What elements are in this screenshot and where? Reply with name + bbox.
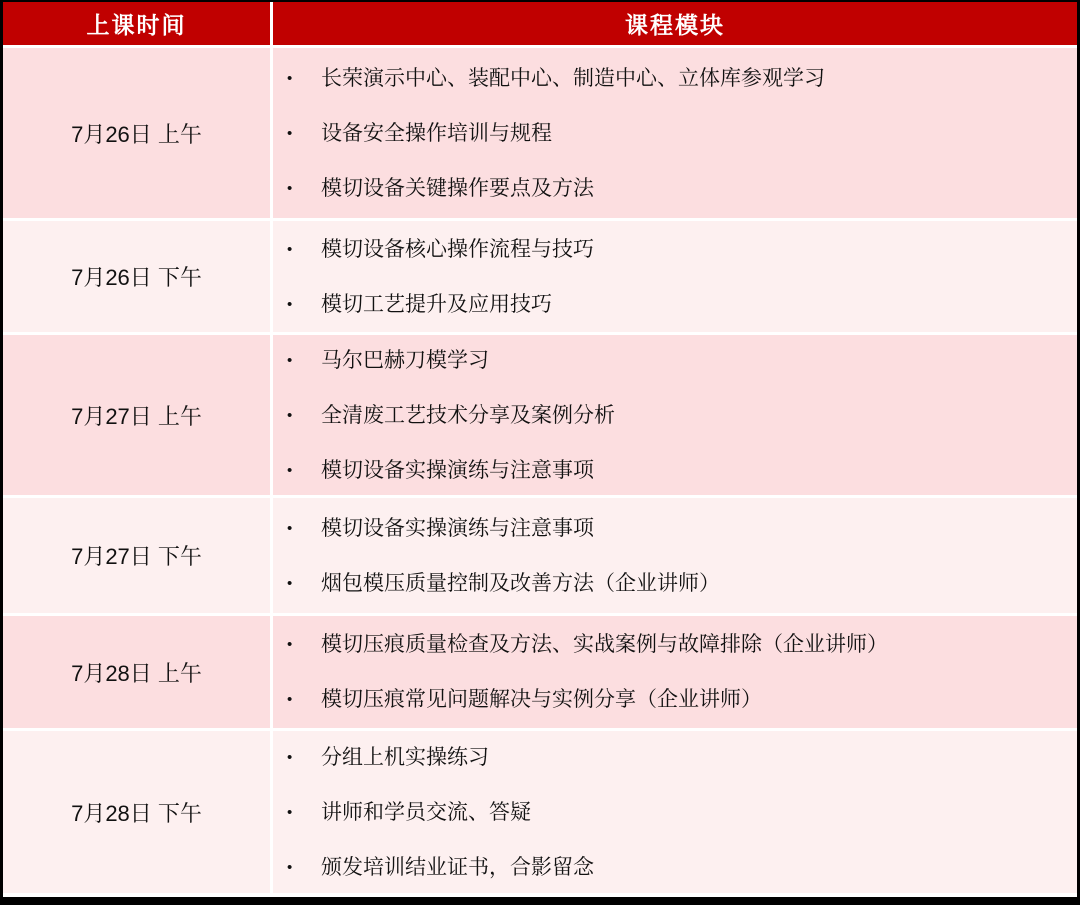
bullet-icon: • [287,858,293,876]
list-item [287,569,1067,598]
bullet-icon: • [287,691,293,708]
table-row-jul27-pm [3,498,1077,616]
table-row-jul26-pm [3,221,1077,335]
course-item-text: 烟包模压质量控制及改善方法（企业讲师） [321,571,720,595]
bullet-icon: • [287,351,293,369]
course-item-text: 模切设备实操演练与注意事项 [321,516,594,540]
bullet-icon: • [287,803,293,821]
time-cell: 7月28日 下午 [3,731,273,893]
bullet-icon: • [287,69,293,87]
module-cell [273,616,1077,728]
course-item-text: 模切设备关键操作要点及方法 [321,176,594,200]
time-cell: 7月26日 下午 [3,221,273,332]
bullet-icon: • [287,461,293,479]
module-cell [273,221,1077,332]
bullet-icon: • [287,295,293,313]
course-item-text: 模切压痕质量检查及方法、实战案例与故障排除（企业讲师） [321,633,888,656]
list-item [287,235,1067,264]
bullet-icon: • [287,519,293,537]
bullet-icon: • [287,636,293,653]
list-item [287,64,1067,93]
table-row-jul27-am [3,335,1077,498]
list-item [287,685,1067,714]
list-item [287,290,1067,319]
bullet-icon: • [287,240,293,258]
course-item-text: 模切设备核心操作流程与技巧 [321,237,594,261]
time-cell: 7月27日 上午 [3,335,273,495]
list-item [287,456,1067,485]
list-item [287,401,1067,430]
header-course-module: 课程模块 [273,2,1077,45]
module-cell [273,731,1077,893]
table-row-jul28-pm [3,731,1077,893]
list-item [287,853,1067,882]
bullet-icon: • [287,748,293,766]
bullet-icon: • [287,574,293,592]
course-item-text: 长荣演示中心、装配中心、制造中心、立体库参观学习 [321,66,825,90]
bullet-icon: • [287,406,293,424]
list-item [287,630,1067,659]
module-cell [273,498,1077,613]
course-item-text: 讲师和学员交流、答疑 [321,800,531,824]
module-cell [273,48,1077,218]
course-item-text: 分组上机实操练习 [321,745,489,769]
list-item [287,514,1067,543]
table-row-jul28-am [3,616,1077,731]
course-item-text: 设备安全操作培训与规程 [321,121,552,145]
course-item-text: 模切工艺提升及应用技巧 [321,292,552,316]
table-row-jul26-am [3,48,1077,221]
bullet-icon: • [287,124,293,142]
bullet-icon: • [287,179,293,197]
header-class-time: 上课时间 [3,2,273,45]
course-item-text: 全清废工艺技术分享及案例分析 [321,403,615,427]
module-cell [273,335,1077,495]
time-cell: 7月28日 上午 [3,616,273,728]
table-header [3,2,1077,48]
time-cell: 7月27日 下午 [3,498,273,613]
course-item-text: 模切压痕常见问题解决与实例分享（企业讲师） [321,688,762,711]
list-item [287,743,1067,772]
list-item [287,798,1067,827]
course-item-text: 马尔巴赫刀模学习 [321,348,489,372]
list-item [287,174,1067,203]
list-item [287,346,1067,375]
time-cell: 7月26日 上午 [3,48,273,218]
course-item-text: 颁发培训结业证书，合影留念 [321,855,594,879]
course-item-text: 模切设备实操演练与注意事项 [321,458,594,482]
list-item [287,119,1067,148]
